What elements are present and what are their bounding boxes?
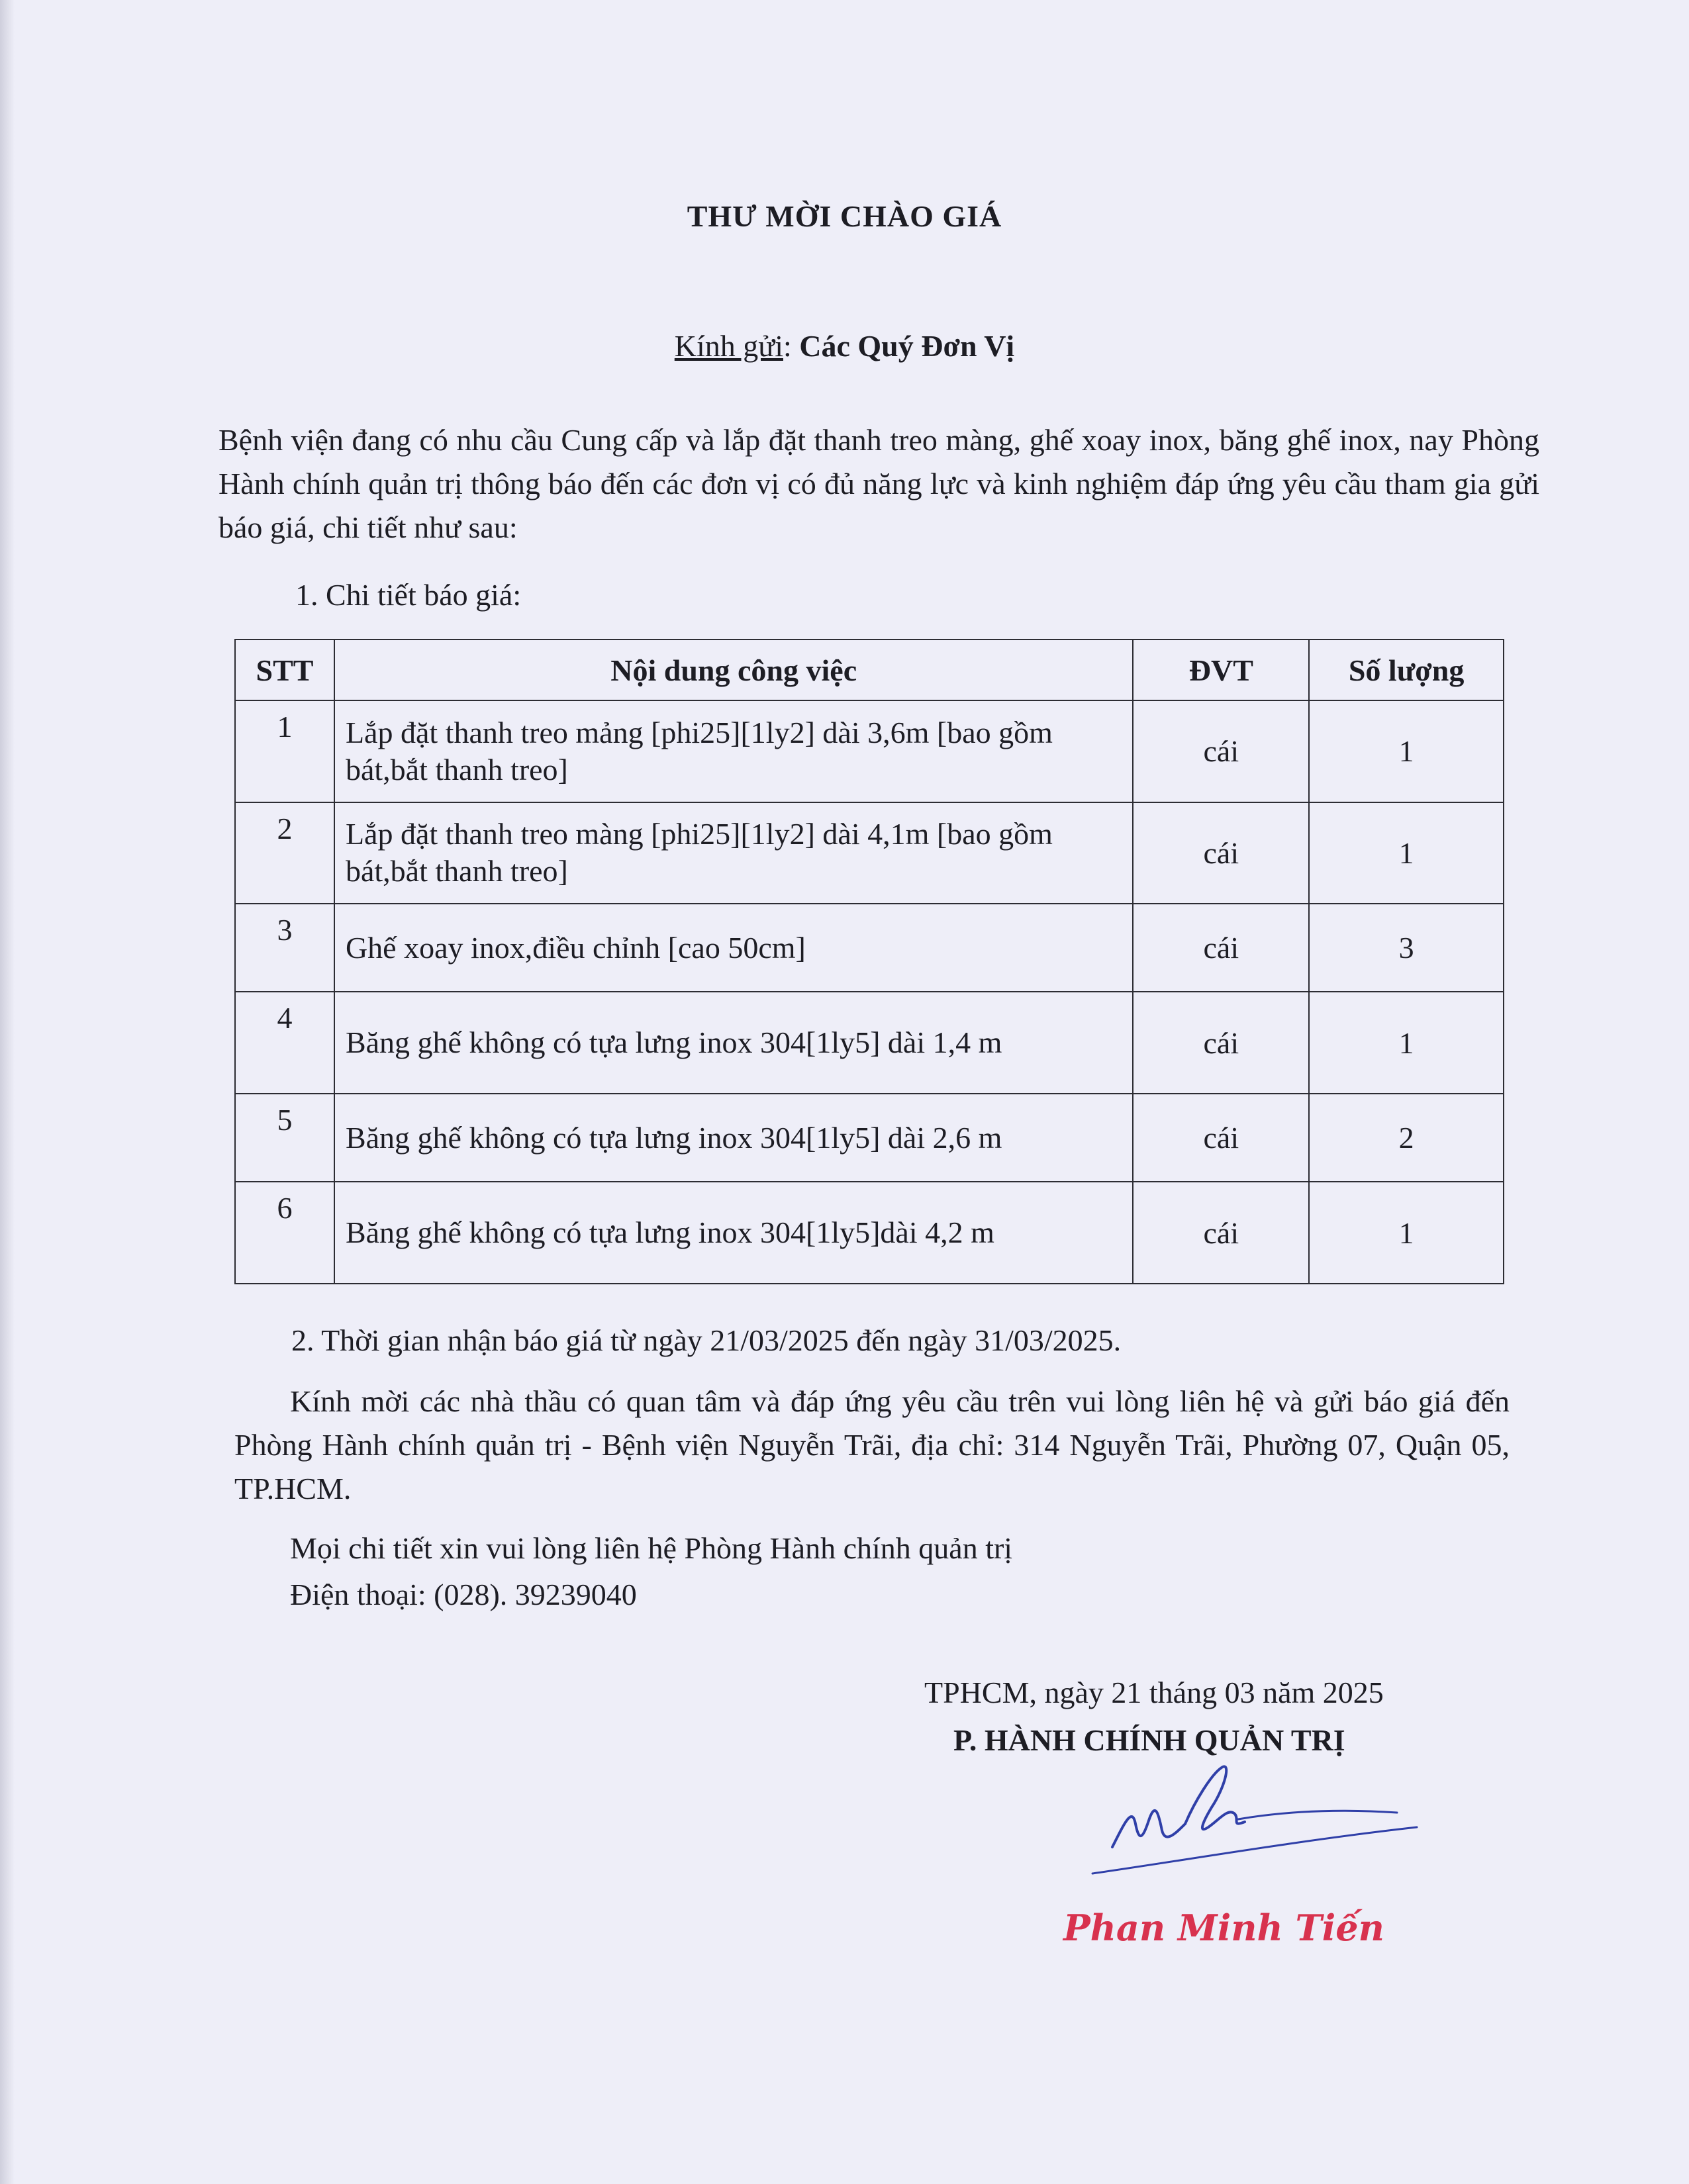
row-stt: 4: [235, 992, 334, 1094]
greeting-recipient: Các Quý Đơn Vị: [799, 329, 1015, 363]
row-description: Băng ghế không có tựa lưng inox 304[1ly5] dài 1,4 m: [334, 992, 1133, 1094]
row-unit: cái: [1133, 1182, 1309, 1284]
document-title: THƯ MỜI CHÀO GIÁ: [687, 199, 1002, 233]
greeting-label: Kính gửi: [674, 329, 783, 363]
phone-line: Điện thoại: (028). 39239040: [290, 1578, 637, 1611]
table-row: [235, 992, 1504, 1094]
row-unit: cái: [1133, 904, 1309, 992]
row-stt: 6: [235, 1182, 334, 1284]
header-quantity: Số lượng: [1309, 640, 1504, 700]
row-stt: 3: [235, 904, 334, 992]
row-unit: cái: [1133, 700, 1309, 802]
row-quantity: 1: [1309, 992, 1504, 1094]
table-row: [235, 1182, 1504, 1284]
row-description: Băng ghế không có tựa lưng inox 304[1ly5] dài 2,6 m: [334, 1094, 1133, 1182]
row-stt: 5: [235, 1094, 334, 1182]
contact-line: Mọi chi tiết xin vui lòng liên hệ Phòng Hành chính quản trị: [290, 1531, 1013, 1565]
header-stt: STT: [235, 640, 334, 700]
row-quantity: 1: [1309, 802, 1504, 904]
row-quantity: 1: [1309, 1182, 1504, 1284]
row-stt: 1: [235, 700, 334, 802]
handwritten-signature-icon: [1086, 1761, 1430, 1893]
place-and-date: TPHCM, ngày 21 tháng 03 năm 2025: [924, 1676, 1384, 1709]
header-description: Nội dung công việc: [334, 640, 1133, 700]
intro-paragraph: Bệnh viện đang có nhu cầu Cung cấp và lắp đặt thanh treo màng, ghế xoay inox, băng ghế inox, nay Phòng Hành chính quản trị thông báo đến các đơn vị có đủ năng lực và kinh nghiệm đáp ứng yêu cầu tham gia gửi báo giá, chi tiết như sau:: [218, 423, 1539, 544]
greeting-line: Kính gửi: Các Quý Đơn Vị: [674, 329, 1015, 363]
row-quantity: 2: [1309, 1094, 1504, 1182]
row-unit: cái: [1133, 1094, 1309, 1182]
section-2-deadline: 2. Thời gian nhận báo giá từ ngày 21/03/2025 đến ngày 31/03/2025.: [291, 1323, 1122, 1357]
row-unit: cái: [1133, 802, 1309, 904]
row-stt: 2: [235, 802, 334, 904]
row-quantity: 3: [1309, 904, 1504, 992]
page-edge-shadow: [0, 0, 15, 2184]
table-header-row: [235, 640, 1504, 700]
row-description: Băng ghế không có tựa lưng inox 304[1ly5]dài 4,2 m: [334, 1182, 1133, 1284]
table-row: [235, 700, 1504, 802]
invitation-paragraph: Kính mời các nhà thầu có quan tâm và đáp ứng yêu cầu trên vui lòng liên hệ và gửi báo giá đến Phòng Hành chính quản trị - Bệnh viện Nguyễn Trãi, địa chỉ: 314 Nguyễn Trãi, Phường 07, Quận 05, TP.HCM.: [234, 1384, 1510, 1505]
quote-table: [234, 639, 1504, 1284]
table-row: [235, 1094, 1504, 1182]
signer-name-stamp: Phan Minh Tiến: [1063, 1907, 1384, 1949]
signing-department: P. HÀNH CHÍNH QUẢN TRỊ: [953, 1723, 1345, 1757]
table-row: [235, 904, 1504, 992]
row-unit: cái: [1133, 992, 1309, 1094]
section-1-heading: 1. Chi tiết báo giá:: [295, 578, 522, 612]
row-quantity: 1: [1309, 700, 1504, 802]
header-unit: ĐVT: [1133, 640, 1309, 700]
row-description: Lắp đặt thanh treo màng [phi25][1ly2] dài 4,1m [bao gồm bát,bắt thanh treo]: [334, 802, 1133, 904]
table-row: [235, 802, 1504, 904]
row-description: Lắp đặt thanh treo mảng [phi25][1ly2] dài 3,6m [bao gồm bát,bắt thanh treo]: [334, 700, 1133, 802]
row-description: Ghế xoay inox,điều chỉnh [cao 50cm]: [334, 904, 1133, 992]
